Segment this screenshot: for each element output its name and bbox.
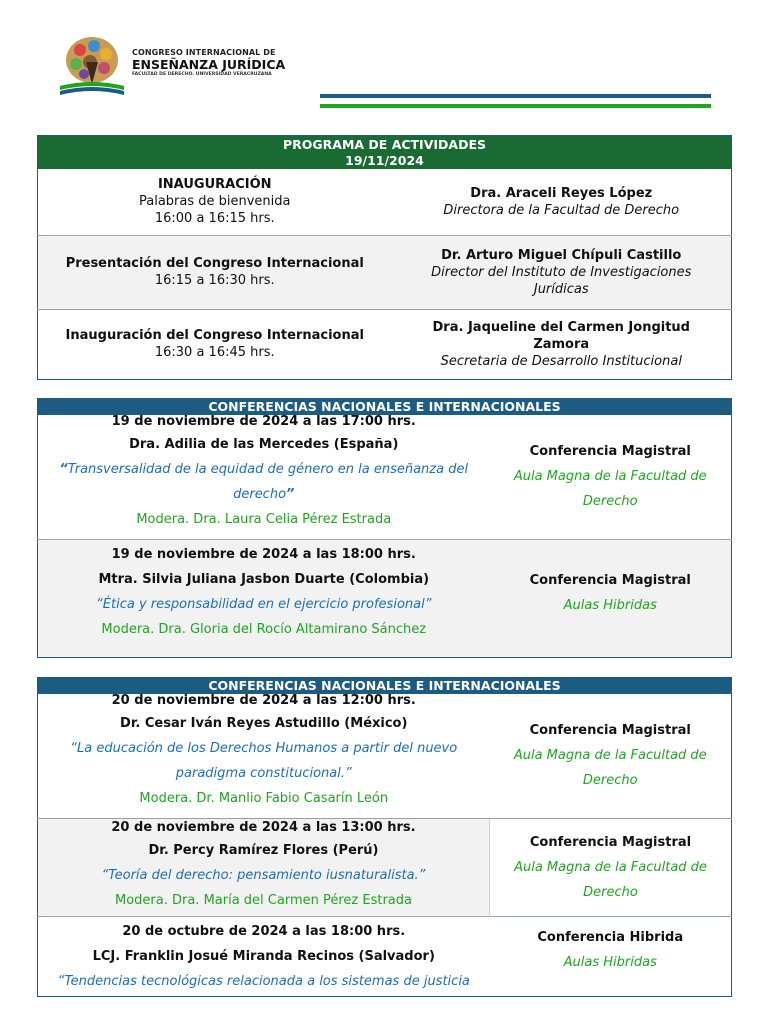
conference-table-1	[37, 398, 732, 658]
congress-logo	[56, 34, 296, 100]
conference-place: Aulas Hibridas	[563, 954, 657, 970]
speaker-role: Directora de la Facultad de Derecho	[443, 202, 680, 218]
conference-type: Conferencia Magistral	[529, 834, 692, 850]
activity-time: 16:00 a 16:15 hrs.	[154, 211, 275, 227]
conference-moderator: Modera. Dra. Laura Celia Pérez Estrada	[136, 512, 392, 527]
activity-title: Inauguración del Congreso Internacional	[65, 328, 364, 343]
conference-place: Aula Magna de la Facultad de Derecho	[513, 748, 707, 789]
activity-subtitle: Palabras de bienvenida	[138, 194, 291, 210]
conference-table-2	[37, 677, 732, 997]
conference-type: Conferencia Magistral	[529, 723, 691, 739]
conference-date: 20 de noviembre de 2024 a las 12:00 hrs.	[111, 693, 416, 708]
conference-date: 20 de octubre de 2024 a las 18:00 hrs.	[122, 923, 406, 939]
conference-speaker: Mtra. Silvia Juliana Jasbon Duarte (Colombia)	[98, 571, 430, 587]
globe-book-logo-icon	[56, 34, 128, 98]
activity-title: Presentación del Congreso Internacional	[65, 256, 364, 271]
conference-topic: “Ética y responsabilidad en el ejercicio profesional”	[96, 596, 432, 612]
conference-date: 19 de noviembre de 2024 a las 17:00 hrs.	[111, 414, 416, 429]
conference-topic: “La educación de los Derechos Humanos a partir del nuevo paradigma constitucional.”	[70, 741, 458, 781]
conference-header: CONFERENCIAS NACIONALES E INTERNACIONALES	[38, 399, 732, 416]
header-rule-blue	[320, 94, 711, 98]
conference-speaker: Dra. Adilia de las Mercedes (España)	[129, 437, 399, 452]
conference-speaker: LCJ. Franklin Josué Miranda Recinos (Salvador)	[92, 948, 435, 964]
conference-row	[38, 415, 732, 539]
program-date: 19/11/2024	[345, 153, 424, 168]
logo-line-3: FACULTAD DE DERECHO. UNIVERSIDAD VERACRUZANA	[132, 72, 272, 77]
conference-place: Aulas Hibridas	[563, 597, 657, 613]
conference-place: Aula Magna de la Facultad de Derecho	[514, 859, 707, 900]
program-row	[38, 169, 732, 235]
conference-type: Conferencia Magistral	[529, 572, 691, 588]
program-row	[38, 309, 732, 379]
conference-moderator: Modera. Dr. Manlio Fabio Casarín León	[139, 791, 389, 806]
logo-line-1: CONGRESO INTERNACIONAL DE	[132, 48, 276, 57]
conference-topic: “Tendencias tecnológicas relacionada a los sistemas de justicia	[57, 973, 470, 989]
program-row	[38, 235, 732, 309]
speaker-name: Dra. Araceli Reyes López	[470, 185, 653, 201]
logo-line-2: ENSEÑANZA JURÍDICA	[132, 57, 286, 72]
speaker-name: Dr. Arturo Miguel Chípuli Castillo	[441, 247, 682, 263]
program-title: PROGRAMA DE ACTIVIDADES	[282, 137, 487, 152]
conference-place: Aula Magna de la Facultad de Derecho	[513, 469, 707, 510]
speaker-name: Dra. Jaqueline del Carmen Jongitud Zamora	[432, 319, 690, 352]
conference-topic: “Teoría del derecho: pensamiento iusnaturalista.”	[101, 867, 426, 883]
conference-type: Conferencia Magistral	[529, 444, 691, 460]
conference-row	[38, 539, 732, 657]
conference-date: 20 de noviembre de 2024 a las 13:00 hrs.	[111, 819, 416, 835]
program-header	[38, 136, 732, 170]
conference-row	[38, 818, 732, 916]
conference-topic: “Transversalidad de la equidad de género en la enseñanza del derecho”	[59, 462, 469, 502]
conference-speaker: Dr. Cesar Iván Reyes Astudillo (México)	[120, 716, 408, 731]
activity-title: INAUGURACIÓN	[157, 177, 272, 193]
conference-row	[38, 694, 732, 818]
activity-time: 16:15 a 16:30 hrs.	[154, 273, 275, 288]
conference-moderator: Modera. Dra. Gloria del Rocío Altamirano Sánchez	[101, 621, 427, 637]
header-rule-green	[320, 104, 711, 108]
conference-header: CONFERENCIAS NACIONALES E INTERNACIONALES	[38, 678, 732, 695]
speaker-role: Director del Instituto de Investigaciones Jurídicas	[431, 264, 692, 297]
conference-moderator: Modera. Dra. María del Carmen Pérez Estrada	[114, 892, 412, 908]
conference-speaker: Dr. Percy Ramírez Flores (Perú)	[148, 842, 379, 858]
program-table	[37, 135, 732, 380]
conference-type: Conferencia Hibrida	[537, 929, 684, 945]
conference-date: 19 de noviembre de 2024 a las 18:00 hrs.	[111, 546, 416, 562]
activity-time: 16:30 a 16:45 hrs.	[154, 345, 275, 360]
speaker-role: Secretaria de Desarrollo Institucional	[440, 353, 682, 369]
conference-row	[38, 916, 732, 996]
